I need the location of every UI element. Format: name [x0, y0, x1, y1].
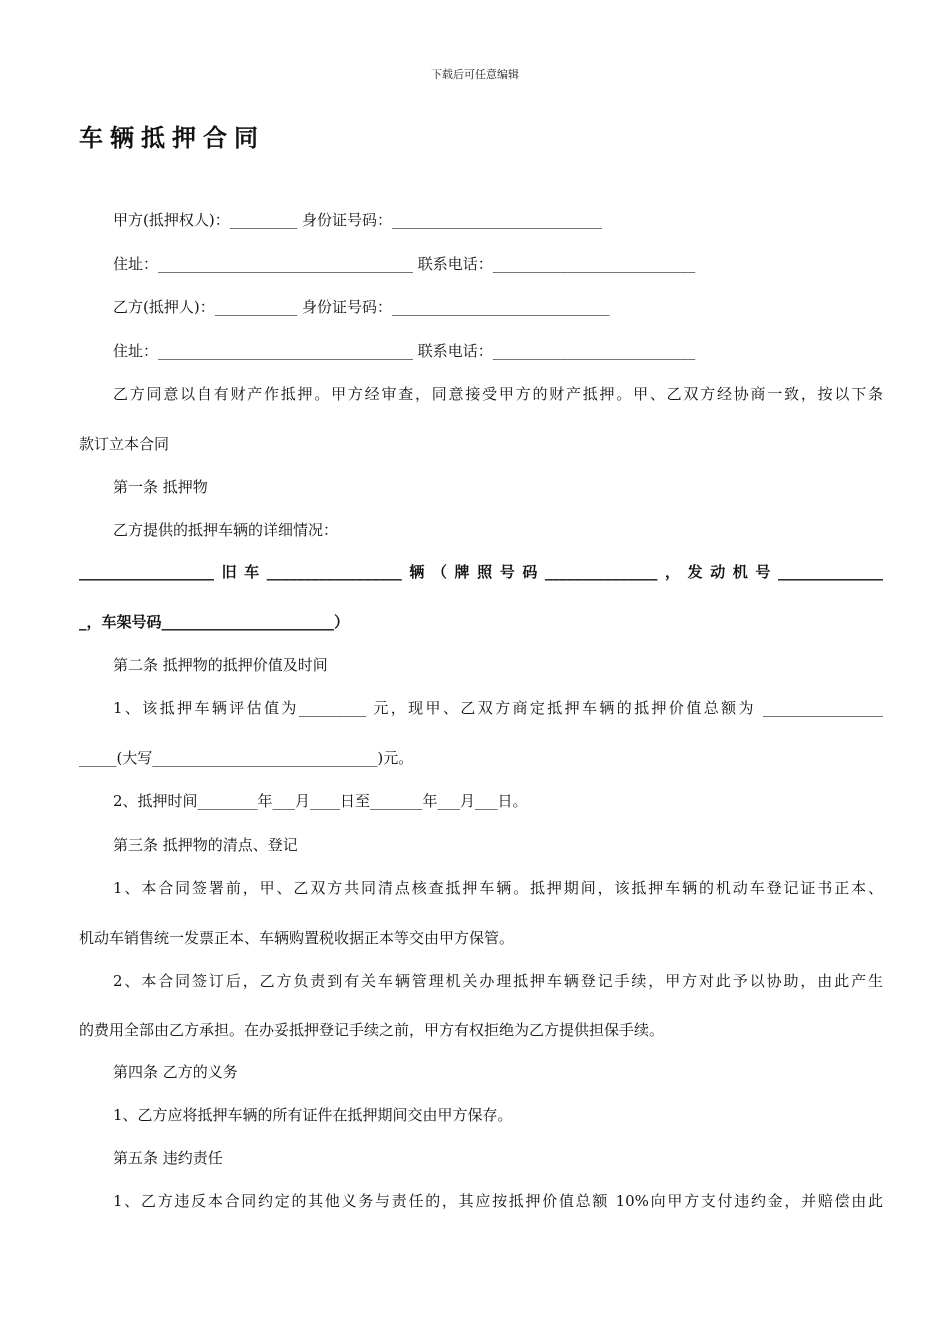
party-a-address-line: 住址：__________________________________ 联系电话：___________________________ [113, 255, 696, 273]
article-4-heading: 第四条 乙方的义务 [113, 1063, 238, 1081]
valuation-line-1: 1、该抵押车辆评估值为_________ 元，现甲、乙双方商定抵押车辆的抵押价值总额为 ________________ [113, 699, 883, 717]
valuation-line-2: _____(大写______________________________)元。 [79, 749, 414, 767]
article-3-clause-1-line-2: 机动车销售统一发票正本、车辆购置税收据正本等交由甲方保管。 [79, 929, 515, 947]
mortgage-period-line: 2、抵押时间________年___月____日至_______年___月___日。 [113, 792, 528, 810]
article-5-heading: 第五条 违约责任 [113, 1149, 223, 1167]
party-a-line: 甲方(抵押权人)：_________ 身份证号码：____________________________ [113, 211, 602, 229]
article-2-heading: 第二条 抵押物的抵押价值及时间 [113, 656, 328, 674]
preamble-line-2: 款订立本合同 [79, 435, 170, 453]
party-b-address-line: 住址：__________________________________ 联系电话：___________________________ [113, 342, 696, 360]
preamble-line-1: 乙方同意以自有财产作抵押。甲方经审查，同意接受甲方的财产抵押。甲、乙双方经协商一致，按以下条 [113, 385, 883, 403]
party-b-line: 乙方(抵押人)：___________ 身份证号码：_____________________________ [113, 298, 610, 316]
document-title: 车辆抵押合同 [79, 124, 265, 152]
article-3-heading: 第三条 抵押物的清点、登记 [113, 836, 298, 854]
article-3-clause-1-line-1: 1、本合同签署前，甲、乙双方共同清点核查抵押车辆。抵押期间，该抵押车辆的机动车登记证书正本、 [113, 879, 883, 897]
article-1-heading: 第一条 抵押物 [113, 478, 208, 496]
header-note: 下载后可任意编辑 [431, 68, 519, 81]
article-3-clause-2-line-2: 的费用全部由乙方承担。在办妥抵押登记手续之前，甲方有权拒绝为乙方提供担保手续。 [79, 1021, 665, 1039]
vehicle-details-line-2: _，车架号码_______________________） [79, 613, 350, 631]
article-5-clause-1: 1、乙方违反本合同约定的其他义务与责任的，其应按抵押价值总额 10%向甲方支付违约金，并赔偿由此 [113, 1192, 883, 1210]
article-3-clause-2-line-1: 2、本合同签订后，乙方负责到有关车辆管理机关办理抵押车辆登记手续，甲方对此予以协助，由此产生 [113, 972, 883, 990]
article-4-clause-1: 1、乙方应将抵押车辆的所有证件在抵押期间交由甲方保存。 [113, 1106, 513, 1124]
vehicle-details-intro: 乙方提供的抵押车辆的详细情况： [113, 521, 339, 539]
vehicle-details-line-1: __________________旧车__________________辆（牌照号码_______________，发动机号______________ [79, 563, 883, 581]
